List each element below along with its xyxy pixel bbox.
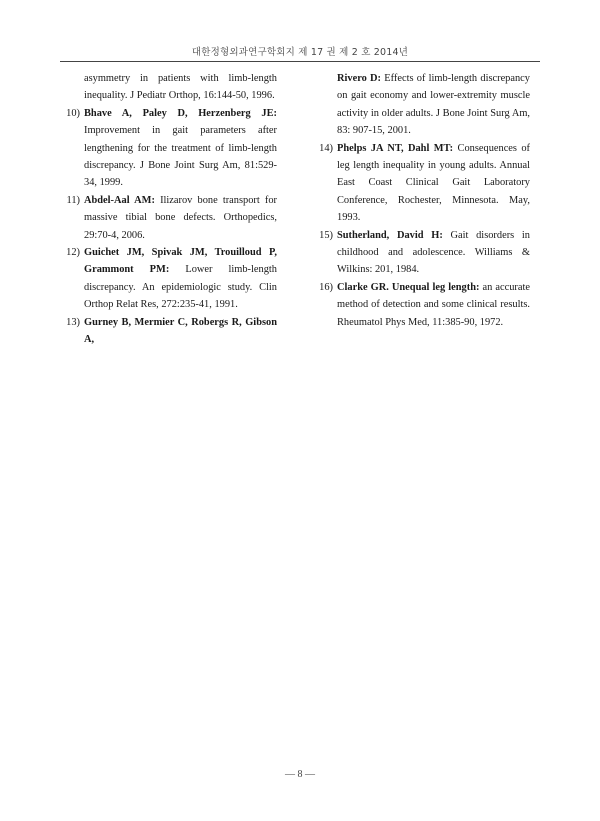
reference-body	[84, 314, 277, 349]
reference-body	[84, 105, 277, 192]
reference-text: Consequences of leg length inequality in young adults. Annual East Coast Clinical Gait Laboratory Conference, Rochester, Minnesota. May, 1993.	[337, 142, 530, 224]
reference-authors: Gurney B, Mermier C, Robergs R, Gibson A,	[84, 316, 277, 346]
reference-text: Improvement in gait parameters after lengthening for the treatment of limb-length discrepancy. J Bone Joint Surg Am, 81:529-34, 1999.	[84, 125, 277, 189]
reference-authors: Sutherland, David H:	[337, 229, 443, 241]
reference-item	[62, 192, 277, 244]
reference-item	[62, 105, 277, 192]
reference-authors: Bhave A, Paley D, Herzenberg JE:	[84, 107, 277, 119]
reference-number: 14)	[319, 142, 333, 154]
reference-text: Lower limb-length discrepancy. An epidemiologic study. Clin Orthop Relat Res, 272:235-41, 1991.	[84, 264, 277, 311]
header-rule	[60, 61, 540, 62]
reference-number: 10)	[66, 107, 80, 119]
reference-body	[337, 227, 530, 279]
reference-continuation: asymmetry in patients with limb-length inequality. J Pediatr Orthop, 16:144-50, 1996.	[84, 73, 277, 102]
reference-authors: Guichet JM, Spivak JM, Trouilloud P, Grammont PM:	[84, 247, 277, 276]
reference-item	[315, 140, 530, 227]
reference-body	[84, 244, 277, 314]
reference-text: an accurate method of detection and some clinical results. Rheumatol Phys Med, 11:385-90, 1972.	[337, 281, 530, 328]
reference-number: 16)	[319, 281, 333, 293]
reference-continuation	[315, 70, 530, 140]
reference-body	[84, 192, 277, 244]
reference-number: 12)	[66, 247, 80, 259]
reference-text: Gait disorders in childhood and adolescence. Williams & Wilkins: 201, 1984.	[337, 229, 531, 276]
reference-number: 13)	[66, 316, 80, 328]
reference-text: Ilizarov bone transport for massive tibial bone defects. Orthopedics, 29:70-4, 2006.	[84, 194, 277, 241]
right-column	[315, 70, 530, 331]
reference-item	[315, 279, 530, 331]
reference-item	[315, 227, 530, 279]
reference-authors: Clarke GR. Unequal leg length:	[337, 281, 480, 293]
reference-authors: Abdel-Aal AM:	[84, 194, 155, 206]
reference-body	[337, 140, 530, 227]
reference-text: Effects of limb-length discrepancy on gait economy and lower-extremity muscle activity in older adults. J Bone Joint Surg Am, 83: 907-15, 2001.	[337, 73, 530, 137]
reference-item	[62, 244, 277, 314]
reference-body	[337, 279, 530, 331]
reference-number: 15)	[319, 229, 333, 241]
reference-number: 11)	[66, 194, 80, 206]
reference-authors: Rivero D:	[337, 73, 382, 84]
reference-item	[62, 314, 277, 349]
running-header: 대한정형외과연구학회지 제 17 권 제 2 호 2014년	[191, 47, 409, 58]
left-column	[62, 70, 277, 349]
page-number: — 8 —	[285, 769, 315, 780]
reference-authors: Phelps JA NT, Dahl MT:	[337, 142, 454, 154]
